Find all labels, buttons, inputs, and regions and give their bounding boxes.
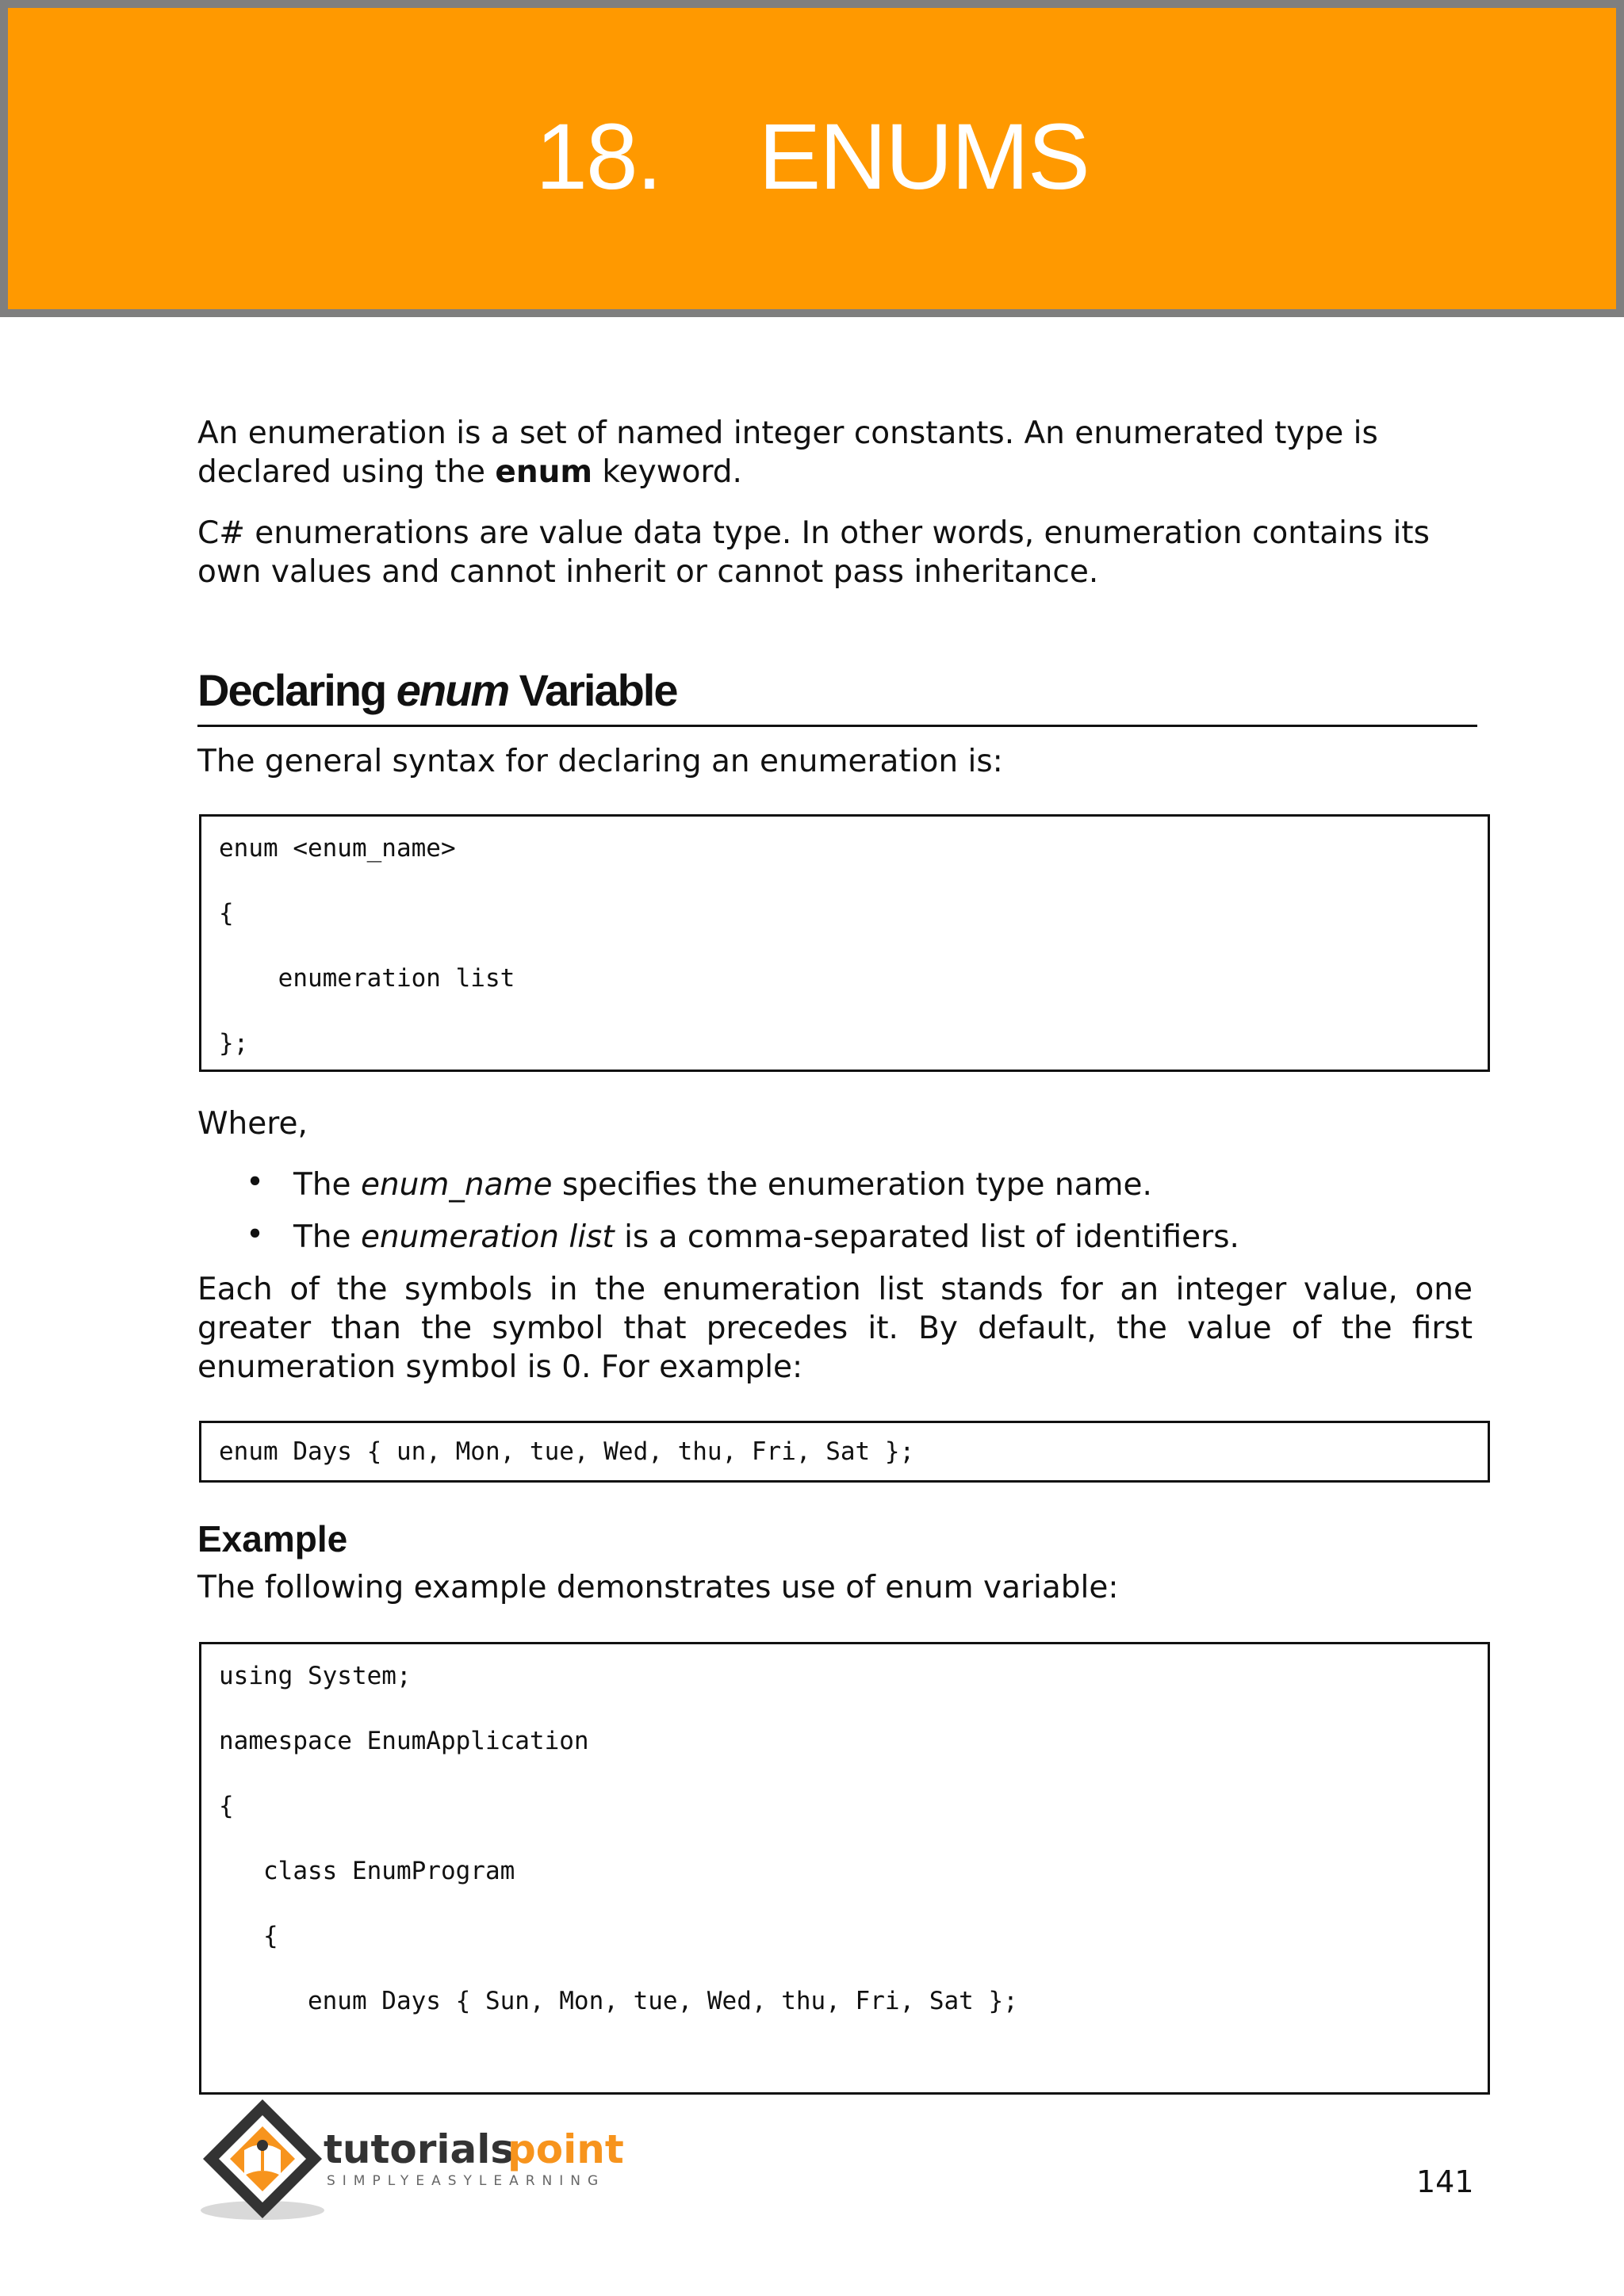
bullet-text: The <box>293 1167 361 1203</box>
bullet-term: enum_name <box>360 1167 553 1203</box>
svg-text:tutorials: tutorials <box>324 2126 515 2172</box>
bullet-item <box>293 1165 1152 1204</box>
logo-icon <box>195 2093 647 2228</box>
intro-text-end: keyword. <box>592 454 742 490</box>
svg-text:point: point <box>508 2126 624 2172</box>
intro-paragraph-2: C# enumerations are value data type. In other words, enumeration contains its own values and cannot inherit or cannot pass inheritance. <box>197 515 1430 590</box>
bullet-dot-icon: • <box>246 1165 265 1200</box>
example-intro: The following example demonstrates use of enum variable: <box>197 1570 1119 1605</box>
example-heading: Example <box>197 1518 348 1559</box>
bullet-item <box>293 1218 1239 1257</box>
heading-text: Declaring <box>197 665 396 715</box>
code-line: class EnumProgram <box>219 1857 515 1885</box>
code-line: enumeration list <box>219 964 515 993</box>
syntax-code-box <box>199 814 1490 1072</box>
chapter-title: 18. ENUMS <box>535 105 1089 209</box>
intro-paragraph-1 <box>197 414 1473 492</box>
enum-keyword: enum <box>495 454 593 490</box>
svg-text:SIMPLYEASYLEARNING: SIMPLYEASYLEARNING <box>327 2173 606 2189</box>
explanation-paragraph: Each of the symbols in the enumeration list stands for an integer value, one greater than the symbol that precedes it. By default, the value of the first enumeration symbol is 0. For example: <box>197 1272 1473 1385</box>
bullet-term: enumeration list <box>360 1219 615 1255</box>
bullet-text: The <box>293 1219 361 1255</box>
code-line: { <box>219 1792 234 1820</box>
code-line: using System; <box>219 1662 412 1690</box>
code-line: namespace EnumApplication <box>219 1727 589 1755</box>
section-heading <box>197 663 1477 727</box>
intro-text: An enumeration is a set of named integer constants. An enumerated type is declared using the <box>197 415 1378 490</box>
heading-text-end: Variable <box>508 665 677 715</box>
tutorialspoint-logo <box>195 2093 647 2228</box>
bullet-text-end: specifies the enumeration type name. <box>552 1167 1152 1203</box>
code-line: }; <box>219 1029 249 1058</box>
syntax-intro: The general syntax for declaring an enumeration is: <box>197 744 1003 779</box>
code-line: enum Days { Sun, Mon, tue, Wed, thu, Fri, Sat }; <box>219 1987 1018 2015</box>
where-label: Where, <box>197 1106 308 1142</box>
code-line: { <box>219 899 234 928</box>
chapter-banner <box>0 0 1624 317</box>
code-line: { <box>219 1922 278 1950</box>
bullet-text-end: is a comma-separated list of identifiers. <box>614 1219 1239 1255</box>
code-line: enum <enum_name> <box>219 834 456 863</box>
example-code-box <box>199 1642 1490 2095</box>
page-number: 141 <box>1416 2164 1474 2199</box>
example-line-box <box>199 1421 1490 1483</box>
heading-italic: enum <box>396 665 509 715</box>
bullet-dot-icon: • <box>246 1217 265 1253</box>
code-line: enum Days { un, Mon, tue, Wed, thu, Fri, Sat }; <box>219 1437 915 1466</box>
